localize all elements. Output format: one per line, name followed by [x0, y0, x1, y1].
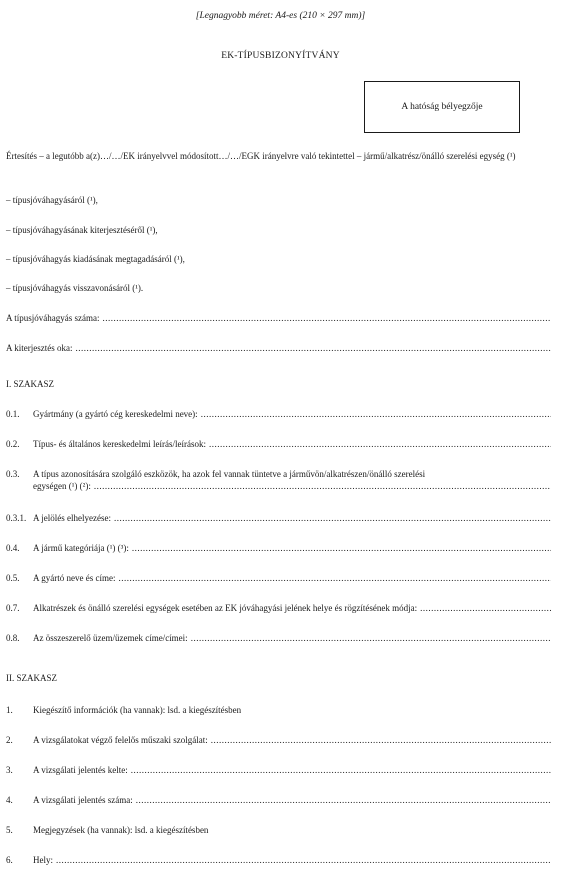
- fill-line: [114, 512, 551, 524]
- item-number: 0.7.: [6, 603, 20, 613]
- item-number: 4.: [6, 795, 13, 805]
- fill-line: [191, 632, 551, 644]
- fill-line: [420, 602, 551, 614]
- item-label: Az összeszerelő üzem/üzemek címe/címei:: [33, 633, 188, 643]
- item-0-8: [6, 632, 551, 644]
- item-number: 1.: [6, 705, 13, 715]
- fill-line: [94, 480, 551, 492]
- item-0-3-line2-row: [33, 480, 551, 492]
- item-label: A vizsgálati jelentés száma:: [33, 795, 133, 805]
- extension-reason-label: A kiterjesztés oka:: [6, 343, 73, 353]
- fill-line: [56, 854, 551, 866]
- item-label: Gyártmány (a gyártó cég kereskedelmi neve):: [33, 409, 198, 419]
- item-0-3-number: 0.3.: [6, 469, 20, 479]
- document-title: EK-TÍPUSBIZONYÍTVÁNY: [221, 51, 340, 61]
- item-0-4: [6, 542, 551, 554]
- fill-line: [132, 542, 551, 554]
- intro-paragraph: Értesítés – a legutóbb a(z)…/…/EK irányelvvel módosított…/…/EGK irányelvre való tekintettel – jármű/alkatrész/önálló szerelési egység (¹): [6, 151, 516, 161]
- approval-number-label: A típusjóváhagyás száma:: [6, 313, 100, 323]
- option-withdrawal: – típusjóváhagyás visszavonásáról (¹).: [6, 283, 144, 293]
- item-label: egységen (¹) (²):: [33, 481, 91, 491]
- item-number: 0.2.: [6, 439, 20, 449]
- item-label: Hely:: [33, 855, 53, 865]
- fill-line: [118, 572, 551, 584]
- item-2: [6, 734, 551, 746]
- item-3: [6, 764, 551, 776]
- item-0-1: [6, 408, 551, 420]
- item-0-3-1: [6, 512, 551, 524]
- fill-line: [102, 312, 551, 324]
- fill-line: [201, 408, 551, 420]
- item-0-2: [6, 438, 551, 450]
- item-0-5: [6, 572, 551, 584]
- item-number: 0.4.: [6, 543, 20, 553]
- item-number: 6.: [6, 855, 13, 865]
- option-refusal: – típusjóváhagyás kiadásának megtagadásáról (¹),: [6, 254, 185, 264]
- fill-line: [75, 342, 551, 354]
- item-label: A gyártó neve és címe:: [33, 573, 116, 583]
- item-1: [6, 704, 551, 716]
- item-label: A jármű kategóriája (¹) (³):: [33, 543, 129, 553]
- item-number: 2.: [6, 735, 13, 745]
- fill-line: [211, 734, 551, 746]
- fill-line: [209, 438, 551, 450]
- fill-line: [136, 794, 551, 806]
- item-label: Típus- és általános kereskedelmi leírás/leírások:: [33, 439, 206, 449]
- stamp-box-label: A hatóság bélyegzője: [401, 102, 483, 112]
- section-2-heading: II. SZAKASZ: [6, 673, 57, 683]
- item-6: [6, 854, 551, 866]
- item-label: Megjegyzések (ha vannak): lsd. a kiegészítésben: [33, 825, 209, 835]
- item-0-3-line1: A típus azonosítására szolgáló eszközök, ha azok fel vannak tüntetve a járművön/alkatrészen/önálló szerelési: [33, 469, 426, 479]
- item-label: A jelölés elhelyezése:: [33, 513, 111, 523]
- item-number: 0.5.: [6, 573, 20, 583]
- page-size-note: [Legnagyobb méret: A4-es (210 × 297 mm)]: [195, 11, 366, 21]
- item-number: 0.3.1.: [6, 513, 27, 523]
- item-0-7: [6, 602, 551, 614]
- item-label: Kiegészítő információk (ha vannak): lsd. a kiegészítésben: [33, 705, 242, 715]
- fill-line: [131, 764, 551, 776]
- extension-reason-field: [6, 342, 551, 354]
- section-1-heading: I. SZAKASZ: [6, 379, 55, 389]
- option-extension: – típusjóváhagyásának kiterjesztéséről (¹),: [6, 225, 158, 235]
- item-label: Alkatrészek és önálló szerelési egységek esetében az EK jóváhagyási jelének helye és rögzítésének módja:: [33, 603, 418, 613]
- item-number: 5.: [6, 825, 13, 835]
- item-label: A vizsgálatokat végző felelős műszaki szolgálat:: [33, 735, 208, 745]
- item-5: [6, 824, 551, 836]
- item-label: A vizsgálati jelentés kelte:: [33, 765, 128, 775]
- item-number: 3.: [6, 765, 13, 775]
- authority-stamp-box: [364, 81, 520, 133]
- option-approval: – típusjóváhagyásáról (¹),: [6, 195, 98, 205]
- item-number: 0.8.: [6, 633, 20, 643]
- approval-number-field: [6, 312, 551, 324]
- item-number: 0.1.: [6, 409, 20, 419]
- item-4: [6, 794, 551, 806]
